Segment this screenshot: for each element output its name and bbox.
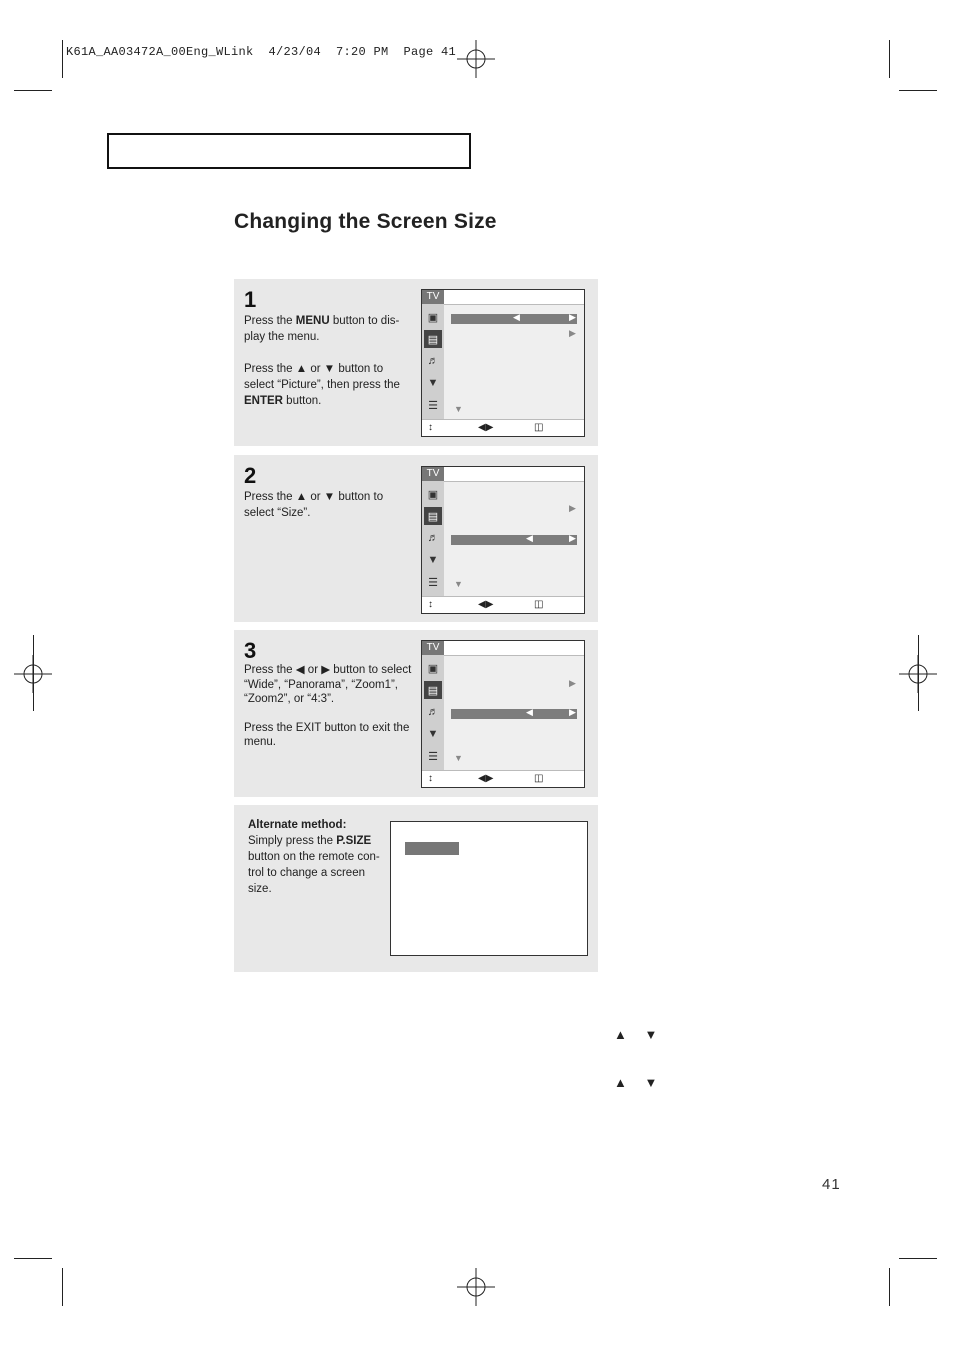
setup-icon: ☰ xyxy=(428,750,438,763)
menu-title-bar xyxy=(422,467,584,482)
menu-icon-column xyxy=(422,655,444,771)
left-right-icon: ◀▶ xyxy=(478,422,494,433)
tv-menu-screen xyxy=(421,640,585,788)
tv-label: TV xyxy=(422,290,444,304)
channel-icon: ▼ xyxy=(427,377,439,389)
menu-help-bar xyxy=(422,770,584,787)
step-instructions xyxy=(244,489,414,537)
menu-help-bar xyxy=(422,596,584,613)
menu-title-bar xyxy=(422,290,584,305)
left-arrow-icon: ◀ xyxy=(526,533,533,543)
menu-title-bar xyxy=(422,641,584,656)
left-right-icon: ◀▶ xyxy=(478,773,494,784)
menu-icon: ◫ xyxy=(534,422,544,433)
up-down-icon: ↕ xyxy=(428,599,433,610)
step-panel-1 xyxy=(234,279,598,446)
print-slug: K61A_AA03472A_00Eng_WLink 4/23/04 7:20 PM Page 41 xyxy=(66,45,457,59)
crop-mark xyxy=(899,90,937,91)
alternate-method-panel xyxy=(234,805,598,972)
picture-icon: ▤ xyxy=(424,681,442,699)
instruction-paragraph: Press the ▲ or ▼ button to select “Size”. xyxy=(244,491,384,519)
crop-mark xyxy=(14,1258,52,1259)
input-icon: ▣ xyxy=(427,662,439,675)
setup-icon: ☰ xyxy=(428,576,438,589)
page-title: Changing the Screen Size xyxy=(234,210,497,233)
alternate-heading: Alternate method: xyxy=(248,819,347,831)
more-down-arrow-icon: ▼ xyxy=(454,579,463,589)
menu-help-bar xyxy=(422,419,584,436)
picture-icon: ▤ xyxy=(424,330,442,348)
sound-icon: ♬ xyxy=(427,532,439,544)
crop-mark xyxy=(33,635,34,711)
step-number: 2 xyxy=(244,463,257,488)
registration-mark xyxy=(457,40,495,78)
picture-icon: ▤ xyxy=(424,507,442,525)
size-indicator-bar xyxy=(405,842,459,855)
right-arrow-icon: ▶ xyxy=(569,533,576,543)
tv-label: TV xyxy=(422,467,444,481)
sound-icon: ♬ xyxy=(427,355,439,367)
right-arrow-icon: ▶ xyxy=(569,707,576,717)
right-arrow-icon: ▶ xyxy=(569,312,576,322)
instruction-paragraph: Press the EXIT button to exit the menu. xyxy=(244,721,410,748)
submenu-arrow-icon: ▶ xyxy=(569,503,576,513)
submenu-arrow-icon: ▶ xyxy=(569,678,576,688)
section-header-box xyxy=(107,133,471,169)
step-panel-3 xyxy=(234,630,598,797)
instruction-paragraph: Press the ◀ or ▶ button to select “Wide”, “Panorama”, “Zoom1”, “Zoom2”, or “4:3”. xyxy=(244,664,412,705)
more-down-arrow-icon: ▼ xyxy=(454,404,463,414)
tv-menu-screen xyxy=(421,289,585,437)
alternate-instructions: Alternate method: Simply press the P.SIZE button on the remote con-trol to change a screen size. xyxy=(248,819,380,895)
sound-icon: ♬ xyxy=(427,706,439,718)
input-icon: ▣ xyxy=(427,311,439,324)
menu-icon: ◫ xyxy=(534,599,544,610)
menu-icon-column xyxy=(422,481,444,597)
up-down-icon: ↕ xyxy=(428,773,433,784)
left-arrow-icon: ◀ xyxy=(513,312,520,322)
up-down-icon: ↕ xyxy=(428,422,433,433)
crop-mark xyxy=(889,40,890,78)
setup-icon: ☰ xyxy=(428,399,438,412)
channel-icon: ▼ xyxy=(427,728,439,740)
input-icon: ▣ xyxy=(427,488,439,501)
crop-mark xyxy=(889,1268,890,1306)
left-right-icon: ◀▶ xyxy=(478,599,494,610)
step-number: 3 xyxy=(244,638,257,663)
tv-screen-preview xyxy=(390,821,588,956)
menu-icon-column xyxy=(422,304,444,420)
crop-mark xyxy=(14,90,52,91)
side-arrow-pair: ▲ ▼ xyxy=(614,1027,658,1042)
submenu-arrow-icon: ▶ xyxy=(569,328,576,338)
crop-mark xyxy=(899,1258,937,1259)
tv-menu-screen xyxy=(421,466,585,614)
crop-mark xyxy=(62,40,63,78)
step-panel-2 xyxy=(234,455,598,622)
side-arrow-pair: ▲ ▼ xyxy=(614,1075,658,1090)
page-number: 41 xyxy=(822,1176,841,1193)
instruction-paragraph: Press the MENU button to dis-play the menu. xyxy=(244,315,400,343)
registration-mark xyxy=(457,1268,495,1306)
step-number: 1 xyxy=(244,287,257,312)
tv-label: TV xyxy=(422,641,444,655)
channel-icon: ▼ xyxy=(427,554,439,566)
step-instructions xyxy=(244,663,414,766)
highlighted-menu-row xyxy=(451,314,577,324)
highlighted-menu-row xyxy=(451,535,577,545)
highlighted-menu-row xyxy=(451,709,577,719)
crop-mark xyxy=(918,635,919,711)
step-instructions xyxy=(244,313,414,425)
menu-icon: ◫ xyxy=(534,773,544,784)
more-down-arrow-icon: ▼ xyxy=(454,753,463,763)
left-arrow-icon: ◀ xyxy=(526,707,533,717)
instruction-paragraph: Press the ▲ or ▼ button to select “Picture”, then press the ENTER button. xyxy=(244,363,400,407)
crop-mark xyxy=(62,1268,63,1306)
